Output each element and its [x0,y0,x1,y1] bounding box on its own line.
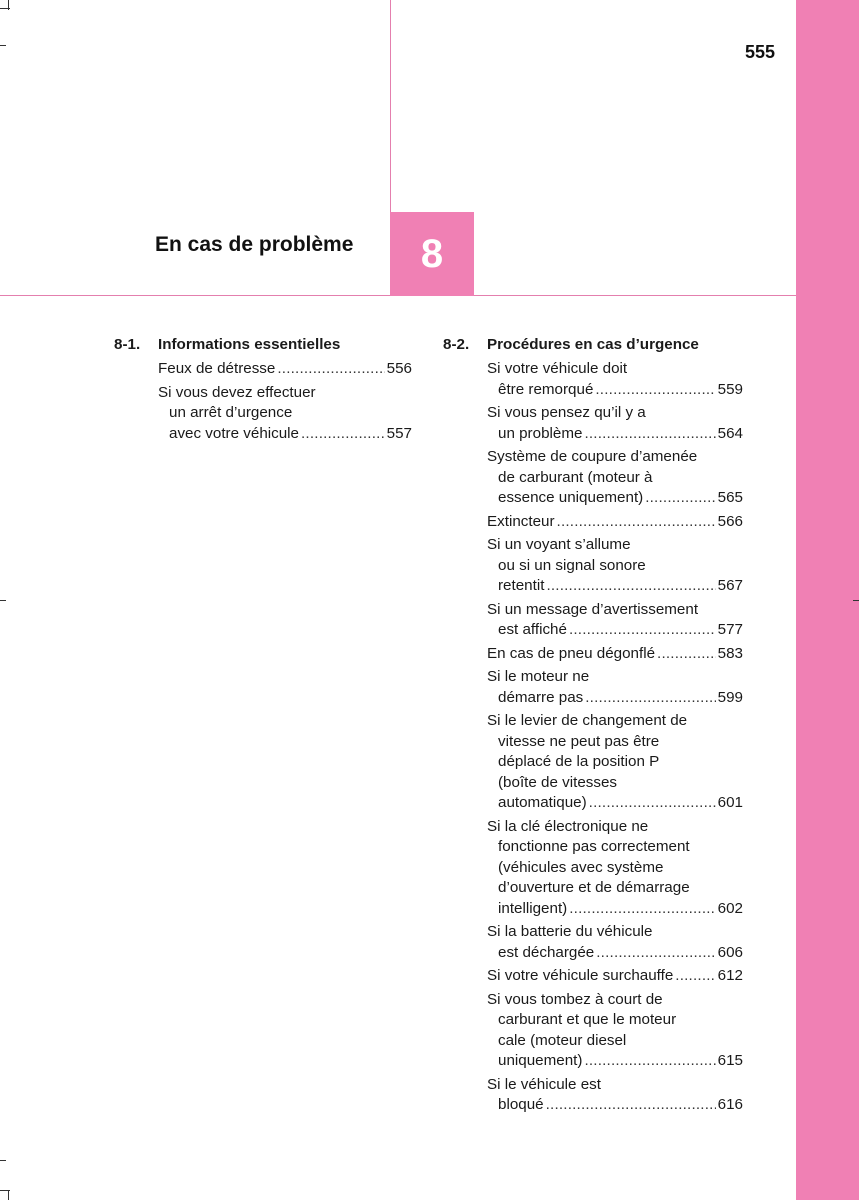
toc-page-number: 564 [717,424,743,442]
chapter-side-tab [796,0,859,1200]
section-heading [114,335,414,359]
toc-entry-text: cale (moteur diesel [498,1031,627,1049]
toc-entry-text: Si un voyant s’allume [487,536,631,553]
toc-entry-text: essence uniquement) [498,489,644,506]
toc-entry-text: Si le levier de changement de [487,712,688,729]
toc-entry[interactable] [487,535,743,597]
toc-entry-line [158,383,412,404]
toc-entry-text: Si le véhicule est [487,1075,601,1093]
toc-entry-line [487,359,743,380]
section-8-2 [443,335,743,1113]
toc-page-number: 601 [717,794,743,811]
toc-entry-line [487,966,743,987]
chapter-title: En cas de problème [155,233,354,256]
toc-entry-line [487,512,743,533]
toc-page-number: 583 [717,644,743,662]
toc-entry[interactable] [487,359,743,400]
dot-leader [585,688,715,709]
dot-leader [589,793,716,814]
toc-entry-text: bloqué [498,1096,544,1113]
toc-entry[interactable] [487,644,743,665]
toc-entry-text: un problème [498,424,583,442]
crop-mark [0,600,6,601]
toc-entry-text: Si votre véhicule surchauffe [487,967,674,984]
toc-entry-text: ou si un signal sonore [498,556,646,574]
toc-page-number: 559 [717,380,743,398]
toc-entry-text: (boîte de vitesses [498,773,618,791]
toc-entry[interactable] [158,359,412,380]
toc-entry-text: Système de coupure d’amenée [487,448,698,465]
toc-entry-line [487,600,743,621]
toc-entry-text: uniquement) [498,1052,583,1069]
toc-entry-text: Si vous tombez à court de [487,990,663,1008]
toc-entry-text: fonctionne pas correctement [498,838,690,855]
toc-entry-text: Si la batterie du véhicule [487,923,653,940]
toc-entry[interactable] [487,600,743,641]
toc-page-number: 602 [717,899,743,917]
toc-entry-text: est affiché [498,621,567,638]
toc-entry-line [487,990,743,1011]
toc-entry-line [487,644,743,665]
toc-entry-line [487,424,743,445]
toc-entry-line [158,359,412,380]
toc-entry-line [487,1051,743,1072]
toc-page-number: 556 [386,360,412,377]
toc-entry-line [487,858,743,879]
dot-leader [546,576,715,597]
toc-entry-text: vitesse ne peut pas être [498,732,660,750]
toc-entry-line [487,488,743,509]
toc-entry-line [158,424,412,445]
header-vertical-rule [390,0,391,212]
toc-entry-line [487,793,743,814]
toc-entry-line [487,922,743,943]
toc-page-number: 612 [717,967,743,984]
toc-entry-text: Si vous devez effectuer [158,383,316,401]
toc-entry-text: un arrêt d’urgence [169,404,293,421]
toc-entry-text: avec votre véhicule [169,424,300,442]
toc-entry[interactable] [487,447,743,509]
toc-entry-text: automatique) [498,794,587,811]
toc-entry-line [487,667,743,688]
toc-entry-line [487,1095,743,1116]
section-heading [443,335,743,359]
toc-entry[interactable] [158,383,412,445]
toc-entry-text: carburant et que le moteur [498,1011,677,1028]
toc-entry-text: Feux de détresse [158,360,276,377]
dot-leader [595,380,715,401]
toc-entry[interactable] [487,990,743,1072]
toc-entry-line [487,711,743,732]
toc-entry-line [487,688,743,709]
chapter-number-box [390,212,474,296]
crop-mark [0,45,6,46]
toc-page-number: 565 [717,489,743,506]
toc-entry-line [487,1075,743,1096]
toc-entry-text: Si vous pensez qu’il y a [487,404,646,421]
toc-entry-line [487,447,743,468]
toc-entry-text: Extincteur [487,512,555,530]
toc-page-number: 606 [717,943,743,961]
toc-entry-line [487,556,743,577]
toc-page-number: 615 [717,1052,743,1069]
dot-leader [546,1095,716,1116]
toc-entry-text: En cas de pneu dégonflé [487,644,656,662]
toc-entry-text: Si la clé électronique ne [487,817,649,835]
dot-leader [301,424,385,445]
toc-entry[interactable] [487,966,743,987]
toc-entry-text: intelligent) [498,899,568,917]
toc-entry[interactable] [487,512,743,533]
toc-page-number: 557 [386,424,412,442]
toc-entry[interactable] [487,711,743,814]
dot-leader [584,1051,715,1072]
toc-entry-text: Si votre véhicule doit [487,360,628,377]
crop-mark [0,1160,6,1161]
toc-entry-line [487,732,743,753]
toc-entry[interactable] [487,922,743,963]
toc-entries [487,359,743,1119]
dot-leader [675,966,715,987]
section-number: 8-2. [443,336,470,353]
toc-entry-line [487,403,743,424]
toc-page-number: 577 [717,621,743,638]
toc-page-number: 567 [717,577,743,594]
toc-entry-text: (véhicules avec système [498,858,664,876]
crop-mark [853,600,859,601]
toc-entries [158,359,412,447]
toc-entry-line [487,1031,743,1052]
crop-mark [8,1190,9,1200]
dot-leader [557,512,716,533]
page-number: 555 [745,42,776,62]
toc-entry-line [487,899,743,920]
toc-entry-line [487,817,743,838]
toc-entry-text: d’ouverture et de démarrage [498,879,690,896]
toc-entry-text: de carburant (moteur à [498,468,653,486]
dot-leader [657,644,716,665]
toc-page-number: 616 [717,1096,743,1113]
section-title: Procédures en cas d’urgence [487,336,699,353]
toc-page-number: 599 [717,688,743,706]
dot-leader [277,359,384,380]
toc-entry-line [487,468,743,489]
toc-entry-text: démarre pas [498,688,584,706]
toc-entry[interactable] [487,1075,743,1116]
toc-entry-text: être remorqué [498,380,594,398]
toc-entry-line [487,878,743,899]
toc-entry-line [487,380,743,401]
dot-leader [569,620,716,641]
section-8-1 [114,335,414,442]
toc-entry-line [487,773,743,794]
toc-entry-line [487,576,743,597]
dot-leader [584,424,715,445]
dot-leader [645,488,715,509]
crop-mark [8,0,9,10]
toc-entry-line [487,620,743,641]
section-number: 8-1. [114,336,141,353]
toc-entry-line [487,752,743,773]
toc-entry-text: retentit [498,577,545,594]
toc-entry[interactable] [487,667,743,708]
toc-entry[interactable] [487,817,743,920]
toc-entry-text: Si un message d’avertissement [487,600,699,618]
toc-entry-line [487,535,743,556]
toc-entry-text: est déchargée [498,943,595,961]
chapter-number: 8 [420,231,444,276]
toc-entry-line [158,403,412,424]
section-title: Informations essentielles [158,336,341,353]
toc-entry-line [487,943,743,964]
dot-leader [569,899,715,920]
toc-entry-line [487,1010,743,1031]
toc-entry[interactable] [487,403,743,444]
toc-entry-text: Si le moteur ne [487,668,590,685]
dot-leader [596,943,715,964]
toc-page-number: 566 [717,512,743,530]
toc-entry-line [487,837,743,858]
toc-entry-text: déplacé de la position P [498,753,660,770]
